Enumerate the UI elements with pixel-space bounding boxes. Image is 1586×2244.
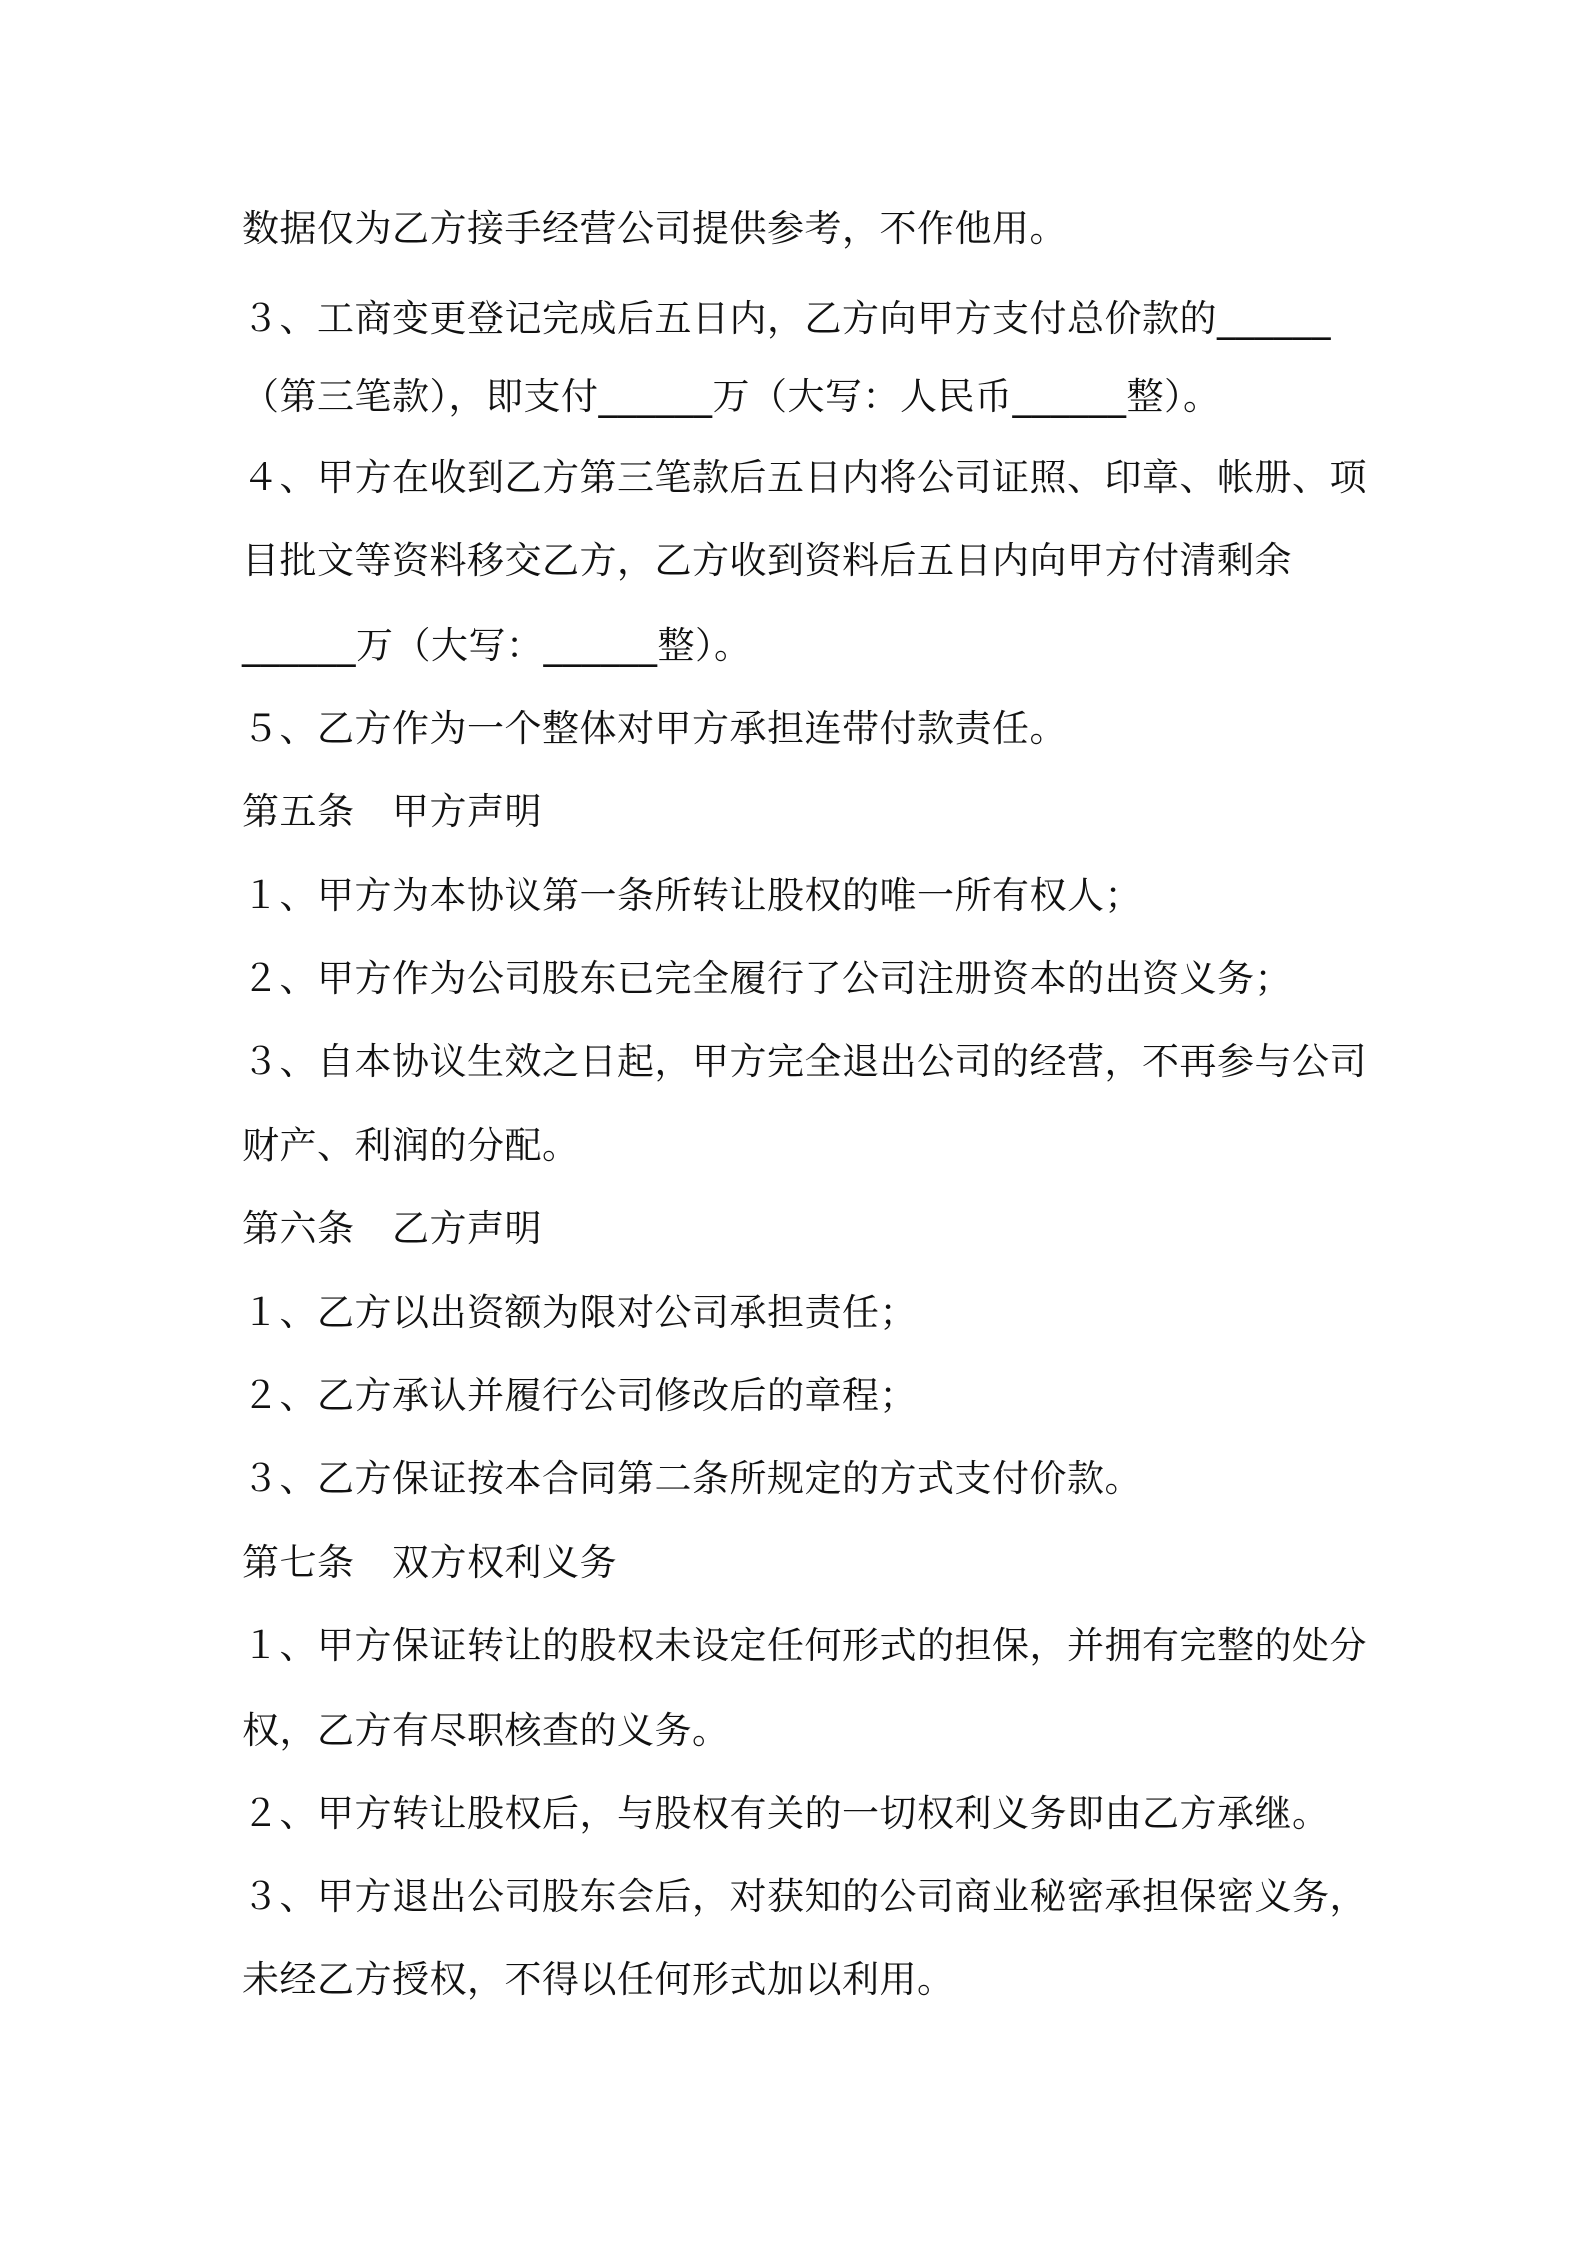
text-line-20: ２、甲方转让股权后，与股权有关的一切权利义务即由乙方承继。	[242, 1792, 1330, 1835]
text-line-4: ４、甲方在收到乙方第三笔款后五日内将公司证照、印章、帐册、项	[242, 456, 1367, 499]
text-line-12: 财产、利润的分配。	[242, 1124, 580, 1167]
text-line-10: ２、甲方作为公司股东已完全履行了公司注册资本的出资义务；	[242, 957, 1292, 1000]
text-line-21: ３、甲方退出公司股东会后，对获知的公司商业秘密承担保密义务，	[242, 1875, 1367, 1918]
text-line-11: ３、自本协议生效之日起，甲方完全退出公司的经营，不再参与公司	[242, 1040, 1367, 1083]
text-line-7: ５、乙方作为一个整体对甲方承担连带付款责任。	[242, 707, 1067, 750]
text-line-6: ______万（大写：______整）。	[242, 624, 752, 667]
text-line-22: 未经乙方授权，不得以任何形式加以利用。	[242, 1958, 955, 2001]
text-line-3: （第三笔款），即支付______万（大写：人民币______整）。	[242, 375, 1221, 418]
text-line-19: 权，乙方有尽职核查的义务。	[242, 1709, 730, 1752]
section-heading-article-5: 第五条 甲方声明	[242, 790, 542, 833]
text-line-9: １、甲方为本协议第一条所转让股权的唯一所有权人；	[242, 874, 1142, 917]
text-line-2: ３、工商变更登记完成后五日内，乙方向甲方支付总价款的______	[242, 297, 1331, 340]
section-heading-article-6: 第六条 乙方声明	[242, 1207, 542, 1250]
text-line-18: １、甲方保证转让的股权未设定任何形式的担保，并拥有完整的处分	[242, 1624, 1367, 1667]
text-line-16: ３、乙方保证按本合同第二条所规定的方式支付价款。	[242, 1457, 1142, 1500]
text-line-15: ２、乙方承认并履行公司修改后的章程；	[242, 1374, 917, 1417]
text-line-5: 目批文等资料移交乙方，乙方收到资料后五日内向甲方付清剩余	[242, 539, 1292, 582]
text-line-1: 数据仅为乙方接手经营公司提供参考，不作他用。	[242, 207, 1067, 250]
section-heading-article-7: 第七条 双方权利义务	[242, 1541, 617, 1584]
text-line-14: １、乙方以出资额为限对公司承担责任；	[242, 1291, 917, 1334]
